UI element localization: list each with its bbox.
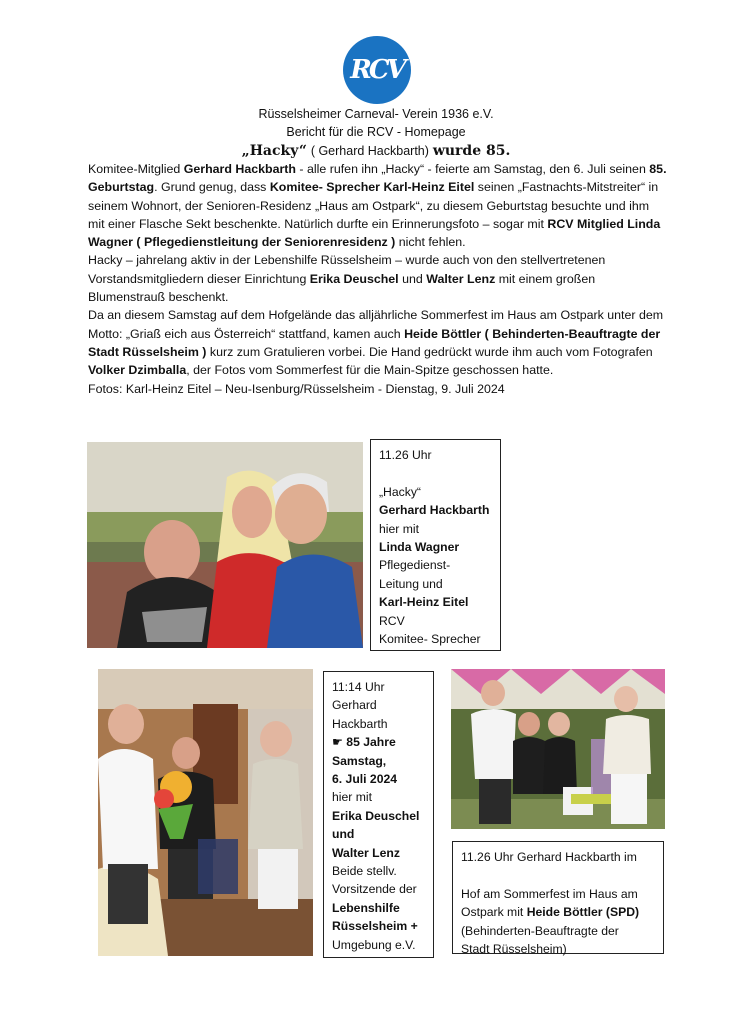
title-name: ( Gerhard Hackbarth) xyxy=(310,144,429,158)
c3-line-0: 11.26 Uhr Gerhard Hackbarth im xyxy=(461,850,637,864)
c1-line-8: Karl-Heinz Eitel xyxy=(379,595,469,610)
c2-line-10: Beide stellv. xyxy=(332,864,397,879)
c2-line-0: 11:14 Uhr xyxy=(332,680,385,694)
p3-run-2: kurz zum Gratulieren vorbei. Die Hand gedrückt wurde ihm auch vom Fotografen xyxy=(206,344,653,359)
article-body xyxy=(88,160,668,398)
caption-photo-1 xyxy=(370,439,501,651)
c2-line-11: Vorsitzende der xyxy=(332,882,417,897)
p2-run-0: Hacky – jahrelang aktiv in der Lebenshilfe Rüsselsheim – wurde auch von den stellvertretenen Vorstandsmitgliedern dieser Einrichtung xyxy=(88,253,606,286)
p3-run-3: Volker Dzimballa xyxy=(88,363,187,378)
p1-run-4: . Grund genug, dass xyxy=(154,180,270,195)
c1-line-10: Komitee- Sprecher xyxy=(379,632,481,647)
c1-line-2: „Hacky“ xyxy=(379,484,421,499)
photo-hacky-wagner-eitel xyxy=(87,442,363,648)
photo-summerfest-boettler xyxy=(451,669,665,829)
article-paragraph-3 xyxy=(88,306,668,379)
p1-run-8: nicht fehlen. xyxy=(395,235,466,250)
p2-run-4: mit einem großen Blumenstrauß beschenkt. xyxy=(88,271,596,305)
article-paragraph-2 xyxy=(88,251,668,306)
p1-run-2: - alle rufen ihn „Hacky“ - feierte am Samstag, den 6. Juli seinen xyxy=(295,162,650,176)
p1-run-3: 85. Geburtstag xyxy=(88,162,667,195)
c1-line-4: hier mit xyxy=(379,521,419,536)
p3-run-4: , der Fotos vom Sommerfest für die Main-Spitze geschossen hatte. xyxy=(186,363,554,378)
p3-run-1: Heide Böttler ( Behinderten-Beauftragte der Stadt Rüsselsheim ) xyxy=(88,326,661,359)
p3-run-0: Da an diesem Samstag auf dem Hofgelände das alljährliche Sommerfest im Haus am Ostpark unter dem Motto: „Griaß eich aus Österreich“ stattfand, kamen auch xyxy=(88,308,664,341)
c2-line-6: hier mit xyxy=(332,790,372,805)
c1-line-1 xyxy=(379,464,492,482)
c2-line-3: ☛ 85 Jahre xyxy=(332,735,396,750)
c2-line-13: Rüsselsheim + xyxy=(332,919,418,934)
c2-line-5: 6. Juli 2024 xyxy=(332,772,398,787)
p1-run-1: Gerhard Hackbarth xyxy=(183,162,296,176)
page-title xyxy=(0,142,752,159)
title-tail: wurde 85. xyxy=(432,143,511,159)
c1-line-7: Leitung und xyxy=(379,576,443,591)
p2-run-2: und xyxy=(398,271,427,286)
c1-line-5: Linda Wagner xyxy=(379,540,460,555)
caption-photo-2 xyxy=(323,671,434,958)
photo-credits: Fotos: Karl-Heinz Eitel – Neu-Isenburg/Rüsselsheim - Dienstag, 9. Juli 2024 xyxy=(88,381,505,396)
c3-line-5: Stadt Rüsselsheim) xyxy=(461,942,567,957)
c3-line-4: (Behinderten-Beauftragte der xyxy=(461,923,619,938)
p2-run-3: Walter Lenz xyxy=(426,271,496,286)
c2-line-1: Gerhard xyxy=(332,698,377,713)
club-name: Rüsselsheimer Carneval- Verein 1936 e.V. xyxy=(258,107,494,121)
c2-line-8: und xyxy=(332,827,355,842)
c3-line-3: Ostpark mit Heide Böttler (SPD) xyxy=(461,905,640,920)
c1-line-0: 11.26 Uhr xyxy=(379,448,432,462)
c2-line-14: Umgebung e.V. xyxy=(332,937,416,952)
c3-line-1 xyxy=(461,866,655,884)
caption-photo-3 xyxy=(452,841,664,957)
photo-flowers-deuschel-lenz xyxy=(98,669,313,956)
p1-run-7: RCV Mitglied Linda Wagner ( Pflegedienstleitung der Seniorenresidenz ) xyxy=(88,216,661,250)
c2-line-9: Walter Lenz xyxy=(332,845,400,860)
p1-run-5: Komitee- Sprecher Karl-Heinz Eitel xyxy=(269,180,475,195)
c2-line-4: Samstag, xyxy=(332,753,387,768)
article-paragraph-1 xyxy=(88,160,668,251)
p1-run-6: seinen „Fastnachts-Mitstreiter“ in seinem Wohnort, der Senioren-Residenz „Haus am Ostpark“, zu diesem Geburtstag besuchte und ihm mit einer Flasche Sekt beschenkte. Natürlich durfte ein Erinnerungsfoto – sogar mit xyxy=(88,180,659,231)
c1-line-9: RCV xyxy=(379,613,405,628)
title-nick: „Hacky“ xyxy=(241,143,307,159)
c1-line-6: Pflegedienst- xyxy=(379,558,451,573)
c2-line-12: Lebenshilfe xyxy=(332,900,400,915)
c2-line-7: Erika Deuschel xyxy=(332,808,420,823)
c2-line-2: Hackbarth xyxy=(332,716,388,731)
p2-run-1: Erika Deuschel xyxy=(309,271,399,286)
p1-run-0: Komitee-Mitglied xyxy=(88,162,184,176)
c1-line-3: Gerhard Hackbarth xyxy=(379,503,490,518)
report-subtitle: Bericht für die RCV - Homepage xyxy=(286,125,466,139)
c3-line-2: Hof am Sommerfest im Haus am xyxy=(461,886,638,901)
rcv-logo: RCV xyxy=(343,36,411,104)
